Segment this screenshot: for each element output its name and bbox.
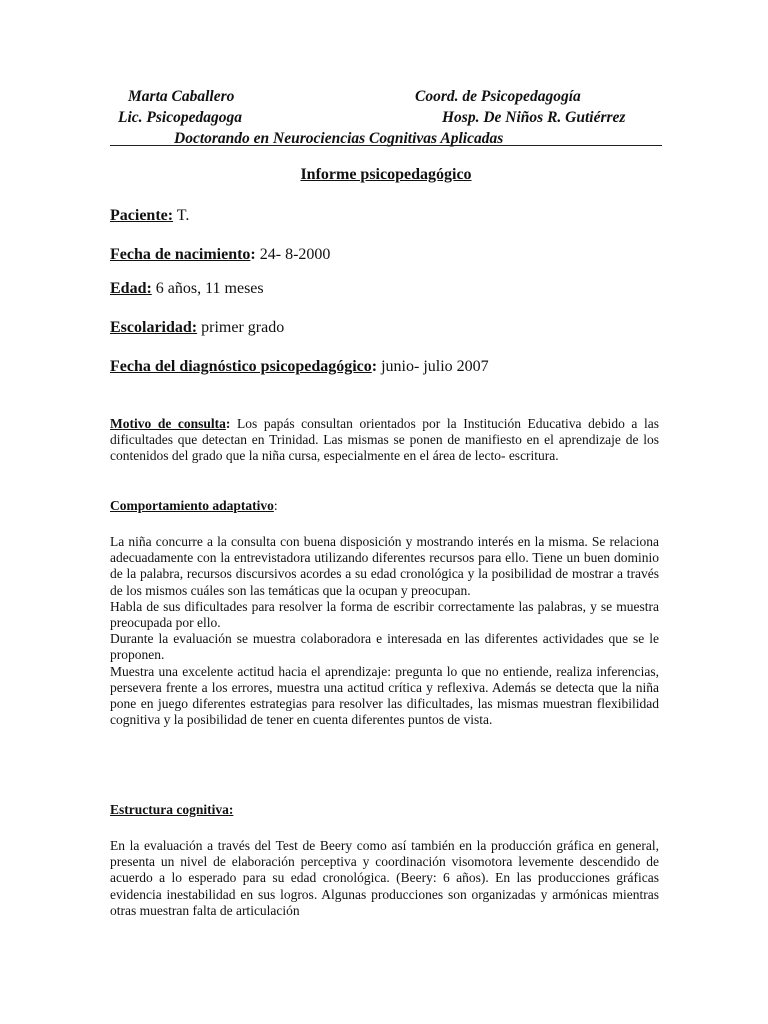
motivo-label: Motivo de consulta bbox=[110, 416, 226, 431]
field-fecha-diagnostico: Fecha del diagnóstico psicopedagógico: junio- julio 2007 bbox=[110, 358, 489, 375]
cognitiva-heading: Estructura cognitiva: bbox=[110, 802, 234, 817]
doctorate-line: Doctorando en Neurociencias Cognitivas Aplicadas bbox=[174, 130, 504, 147]
author-role: Lic. Psicopedagoga bbox=[118, 109, 242, 126]
nacimiento-value: 24- 8-2000 bbox=[255, 246, 331, 263]
nacimiento-label: Fecha de nacimiento bbox=[110, 246, 251, 263]
paciente-label: Paciente: bbox=[110, 207, 174, 224]
comportamiento-p4: Muestra una excelente actitud hacia el aprendizaje: pregunta lo que no entiende, realiza inferencias, persevera frente a los errores, muestra una actitud crítica y reflexiva. Además se detecta que la niña pone en juego diferentes estrategias para resolver las dificultades, las mismas muestran flexibilidad cognitiva y la posibilidad de tener en cuenta diferentes puntos de vista. bbox=[110, 663, 659, 728]
field-fecha-nacimiento: Fecha de nacimiento: 24- 8-2000 bbox=[110, 246, 331, 263]
report-title: Informe psicopedagógico bbox=[300, 166, 472, 183]
comportamiento-label: Comportamiento adaptativo bbox=[110, 498, 274, 513]
comportamiento-paragraphs bbox=[110, 534, 659, 728]
field-escolaridad bbox=[110, 319, 284, 337]
header-divider bbox=[110, 145, 662, 146]
comportamiento-p2: Habla de sus dificultades para resolver la forma de escribir correctamente las palabras, y se muestra preocupada por ello. bbox=[110, 598, 659, 631]
paciente-value: T. bbox=[173, 207, 190, 224]
comportamiento-p1: La niña concurre a la consulta con buena disposición y mostrando interés en la misma. Se relaciona adecuadamente con la entrevistadora utilizando diferentes recursos para ello. Tiene un buen dominio de la palabra, recursos discursivos acordes a su edad cronológica y la posibilidad de mostrar a través de los mismos cuáles son las temáticas que la ocupan y preocupan. bbox=[110, 534, 659, 598]
hospital-name: Hosp. De Niños R. Gutiérrez bbox=[442, 109, 626, 126]
comportamiento-heading: Comportamiento adaptativo: bbox=[110, 498, 278, 513]
letterhead bbox=[110, 86, 662, 149]
field-paciente bbox=[110, 207, 189, 225]
motivo-consulta-paragraph: Motivo de consulta: Los papás consultan orientados por la Institución Educativa debido a las dificultades que detectan en Trinidad. Las mismas se ponen de manifiesto en el aprendizaje de los contenidos del grado que la niña cursa, especialmente en el área de lecto- escritura. bbox=[110, 416, 659, 464]
coordination-title: Coord. de Psicopedagogía bbox=[415, 88, 581, 105]
edad-value: 6 años, 11 meses bbox=[151, 280, 264, 297]
comportamiento-p3: Durante la evaluación se muestra colaboradora e interesada en las diferentes actividades que se le proponen. bbox=[110, 631, 659, 663]
escolaridad-label: Escolaridad: bbox=[110, 319, 198, 336]
cognitiva-text: En la evaluación a través del Test de Beery como así también en la producción gráfica en general, presenta un nivel de elaboración perceptiva y coordinación visomotora levemente descendido de acuerdo a lo esperado para su edad cronológica. (Beery: 6 años). En las producciones gráficas evidencia inestabilidad en sus logros. Algunas producciones son organizadas y armónicas mientras otras muestran falta de articulación bbox=[110, 838, 659, 918]
motivo-text: Los papás consultan orientados por la Institución Educativa debido a las dificultades que detectan en Trinidad. Las mismas se ponen de manifiesto en el aprendizaje de los contenidos del grado que la niña cursa, especialmente en el área de lecto- escritura. bbox=[110, 416, 659, 464]
cognitiva-paragraph bbox=[110, 838, 659, 919]
diagnostico-value: junio- julio 2007 bbox=[377, 358, 489, 375]
diagnostico-label: Fecha del diagnóstico psicopedagógico bbox=[110, 358, 372, 375]
cognitiva-label: Estructura cognitiva bbox=[110, 802, 229, 817]
author-name: Marta Caballero bbox=[128, 88, 235, 105]
edad-label: Edad: bbox=[110, 280, 152, 297]
field-edad bbox=[110, 280, 264, 298]
escolaridad-value: primer grado bbox=[197, 319, 285, 336]
